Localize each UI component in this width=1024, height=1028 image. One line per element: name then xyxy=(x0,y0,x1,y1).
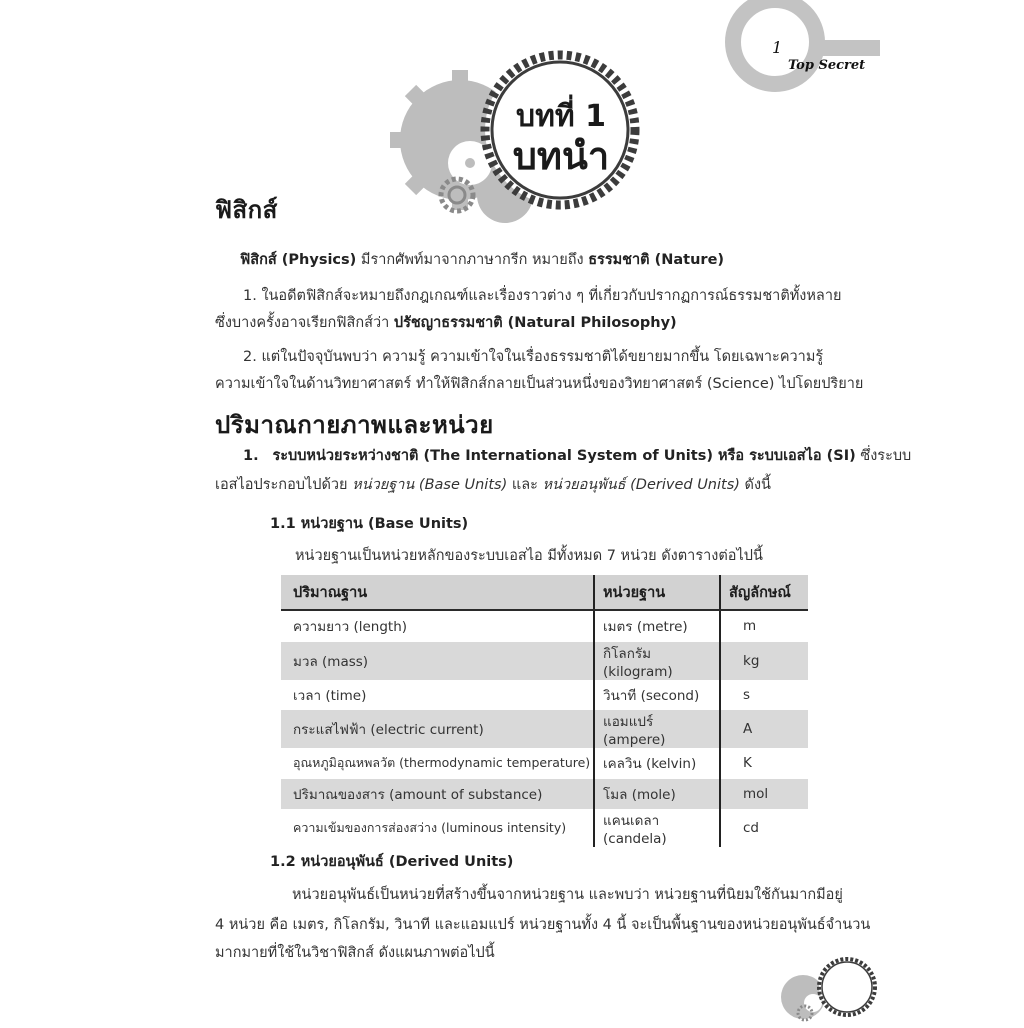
cell-symbol: m xyxy=(743,618,757,635)
header-symbol: สัญลักษณ์ xyxy=(720,575,808,610)
header-unit: หน่วยฐาน xyxy=(594,575,720,610)
table-row xyxy=(281,680,808,711)
cell-symbol: kg xyxy=(720,642,808,680)
cell-unit: วินาที (second) xyxy=(594,680,720,711)
table-row xyxy=(281,610,808,642)
header-quantity: ปริมาณฐาน xyxy=(281,575,594,610)
table-row xyxy=(281,779,808,810)
cell-quantity: กระแสไฟฟ้า (electric current) xyxy=(281,710,594,748)
table-row xyxy=(281,809,808,847)
badge-text: Top Secret xyxy=(788,58,866,73)
term-base-units: หน่วยฐาน (Base Units) xyxy=(352,477,508,493)
chapter-title-block xyxy=(496,100,626,178)
table-row xyxy=(281,642,808,680)
derived-line1: หน่วยอนุพันธ์เป็นหน่วยที่สร้างขึ้นจากหน่วยฐาน และพบว่า หน่วยฐานที่นิยมใช้กันมากมีอยู่ xyxy=(292,887,843,903)
cell-unit: เคลวิน (kelvin) xyxy=(594,748,720,779)
base-units-table xyxy=(281,575,808,847)
cell-unit: กิโลกรัม (kilogram) xyxy=(594,642,720,680)
term-derived-units: หน่วยอนุพันธ์ (Derived Units) xyxy=(542,477,740,493)
section-heading-quantities: ปริมาณกายภาพและหน่วย xyxy=(215,411,494,439)
item1-line1: 1. ในอดีตฟิสิกส์จะหมายถึงกฎเกณฑ์และเรื่องราวต่าง ๆ ที่เกี่ยวกับปรากฏการณ์ธรรมชาติทั้งหลาย xyxy=(243,288,842,304)
table-header-row xyxy=(281,575,808,610)
subheading-base-units: 1.1 หน่วยฐาน (Base Units) xyxy=(270,516,469,532)
item1-line2-text: ซึ่งบางครั้งอาจเรียกฟิสิกส์ว่า xyxy=(215,315,394,331)
cell-quantity: ความยาว (length) xyxy=(281,610,594,642)
footer-gear-decoration xyxy=(775,955,885,1024)
cell-quantity: ปริมาณของสาร (amount of substance) xyxy=(281,779,594,810)
cell-symbol: cd xyxy=(743,820,759,836)
si-text: ซึ่งระบบ xyxy=(855,448,912,464)
chapter-title: บทนำ xyxy=(512,134,610,178)
chapter-label: บทที่ 1 xyxy=(516,99,606,134)
term-nature: ธรรมชาติ (Nature) xyxy=(588,252,725,268)
cell-unit: แอมแปร์ (ampere) xyxy=(594,710,720,748)
si-number: 1. xyxy=(243,448,259,464)
derived-line2: 4 หน่วย คือ เมตร, กิโลกรัม, วินาที และแอมแปร์ หน่วยฐานทั้ง 4 นี้ จะเป็นพื้นฐานของหน่วยอนุพันธ์จำนวน xyxy=(215,917,871,933)
base-units-intro: หน่วยฐานเป็นหน่วยหลักของระบบเอสไอ มีทั้งหมด 7 หน่วย ดังตารางต่อไปนี้ xyxy=(295,548,763,564)
badge-number: 1 xyxy=(772,38,783,57)
si-term: ระบบหน่วยระหว่างชาติ (The International System of Units) หรือ ระบบเอสไอ (SI) xyxy=(272,448,856,464)
intro-paragraph xyxy=(240,250,724,270)
si-line2-text-e: ดังนี้ xyxy=(739,477,771,493)
cell-unit: โมล (mole) xyxy=(594,779,720,810)
cell-symbol: A xyxy=(720,710,808,748)
cell-symbol: s xyxy=(743,686,751,703)
si-line2-text-a: เอสไอประกอบไปด้วย xyxy=(215,477,353,493)
item2-line1: 2. แต่ในปัจจุบันพบว่า ความรู้ ความเข้าใจในเรื่องธรรมชาติได้ขยายมากขึ้น โดยเฉพาะความรู้ xyxy=(243,349,824,365)
item2-line2: ความเข้าใจในด้านวิทยาศาสตร์ ทำให้ฟิสิกส์กลายเป็นส่วนหนึ่งของวิทยาศาสตร์ (Science) ไปโดยปริยาย xyxy=(215,376,864,392)
subheading-derived-units: 1.2 หน่วยอนุพันธ์ (Derived Units) xyxy=(270,854,514,870)
item1-line2 xyxy=(215,313,677,333)
cell-unit: แคนเดลา (candela) xyxy=(594,809,720,847)
term-natural-philosophy: ปรัชญาธรรมชาติ (Natural Philosophy) xyxy=(393,315,677,331)
magnifier-icon xyxy=(720,0,880,100)
si-line1 xyxy=(243,446,911,466)
cell-quantity: ความเข้มของการส่องสว่าง (luminous intensity) xyxy=(281,809,594,847)
cell-unit: เมตร (metre) xyxy=(594,610,720,642)
cell-quantity: มวล (mass) xyxy=(281,642,594,680)
table-row xyxy=(281,748,808,779)
si-line2 xyxy=(215,475,771,495)
top-secret-badge xyxy=(720,0,880,100)
si-line2-text-c: และ xyxy=(507,477,543,493)
gear-icon xyxy=(775,955,885,1024)
derived-line3: มากมายที่ใช้ในวิชาฟิสิกส์ ดังแผนภาพต่อไปนี้ xyxy=(215,945,495,961)
cell-symbol: mol xyxy=(720,779,808,810)
cell-symbol: K xyxy=(743,755,752,772)
cell-quantity: เวลา (time) xyxy=(281,680,594,711)
cell-quantity: อุณหภูมิอุณหพลวัต (thermodynamic temperature) xyxy=(281,748,594,779)
section-heading-physics: ฟิสิกส์ xyxy=(215,196,278,224)
table-row xyxy=(281,710,808,748)
intro-text: มีรากศัพท์มาจากภาษากรีก หมายถึง xyxy=(356,252,589,268)
term-physics: ฟิสิกส์ (Physics) xyxy=(240,252,357,268)
